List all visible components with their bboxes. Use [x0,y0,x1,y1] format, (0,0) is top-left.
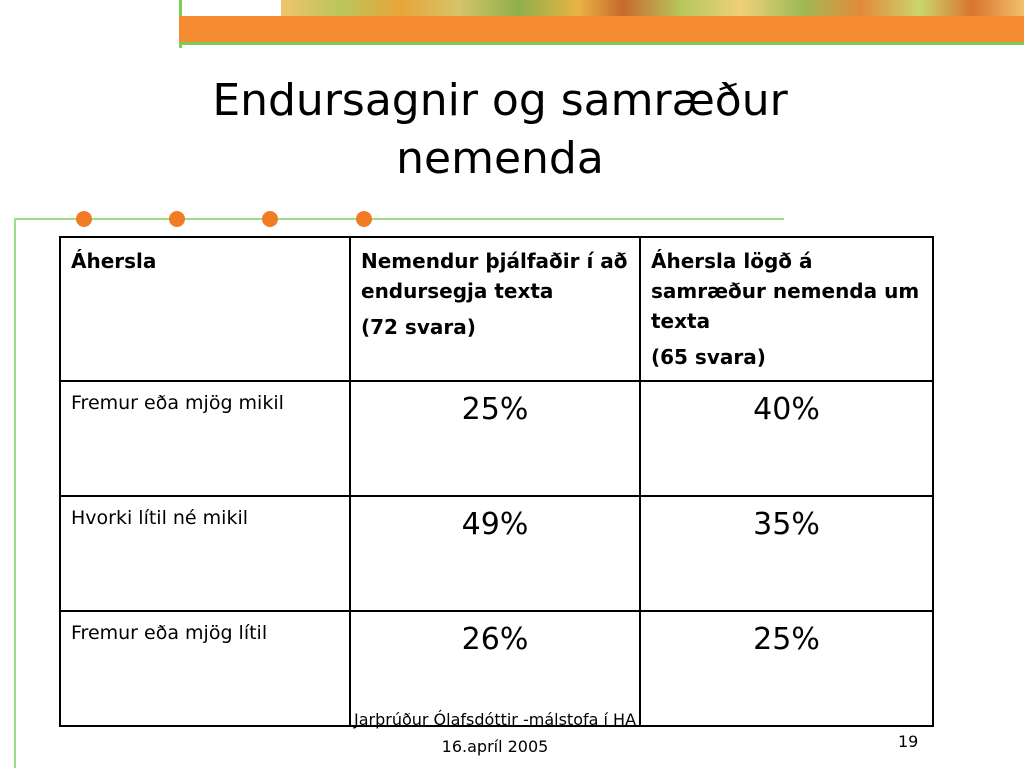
divider-dot [262,211,278,227]
header-retelling [350,237,640,381]
retelling-value: 49% [350,496,640,611]
slide-title [130,72,870,188]
header-emphasis [60,237,350,381]
discussion-value: 25% [640,611,933,726]
header-retelling-label: Nemendur þjálfaðir í að endursegja texta [361,249,628,303]
row-label: Fremur eða mjög mikil [60,381,350,496]
table-row [60,381,933,496]
retelling-value: 26% [350,611,640,726]
survey-table [59,236,934,727]
slide-title-line-1: Endursagnir og samræður [212,75,788,126]
slide-number: 19 [898,732,919,751]
table-row [60,496,933,611]
header-orange-bar [179,16,1024,42]
retelling-value: 25% [350,381,640,496]
footer-author: Jarþrúður Ólafsdóttir -málstofa í HA 16.apríl 2005 [353,710,637,756]
left-divider [14,218,16,768]
header-discussion-label: Áhersla lögð á samræður nemenda um texta [651,249,920,333]
header-retelling-count: (72 svara) [361,315,476,339]
header-photo-strip [281,0,1024,16]
discussion-value: 35% [640,496,933,611]
title-divider [14,218,784,220]
divider-dot [76,211,92,227]
divider-dot [356,211,372,227]
table-header-row [60,237,933,381]
slide-title-line-2: nemenda [396,133,604,184]
row-label: Hvorki lítil né mikil [60,496,350,611]
row-label: Fremur eða mjög lítil [60,611,350,726]
divider-dot [169,211,185,227]
header-discussion [640,237,933,381]
header-emphasis-label: Áhersla [71,249,157,273]
header-discussion-count: (65 svara) [651,345,766,369]
decorative-header-band [179,0,1024,50]
header-green-line [179,42,1024,45]
discussion-value: 40% [640,381,933,496]
